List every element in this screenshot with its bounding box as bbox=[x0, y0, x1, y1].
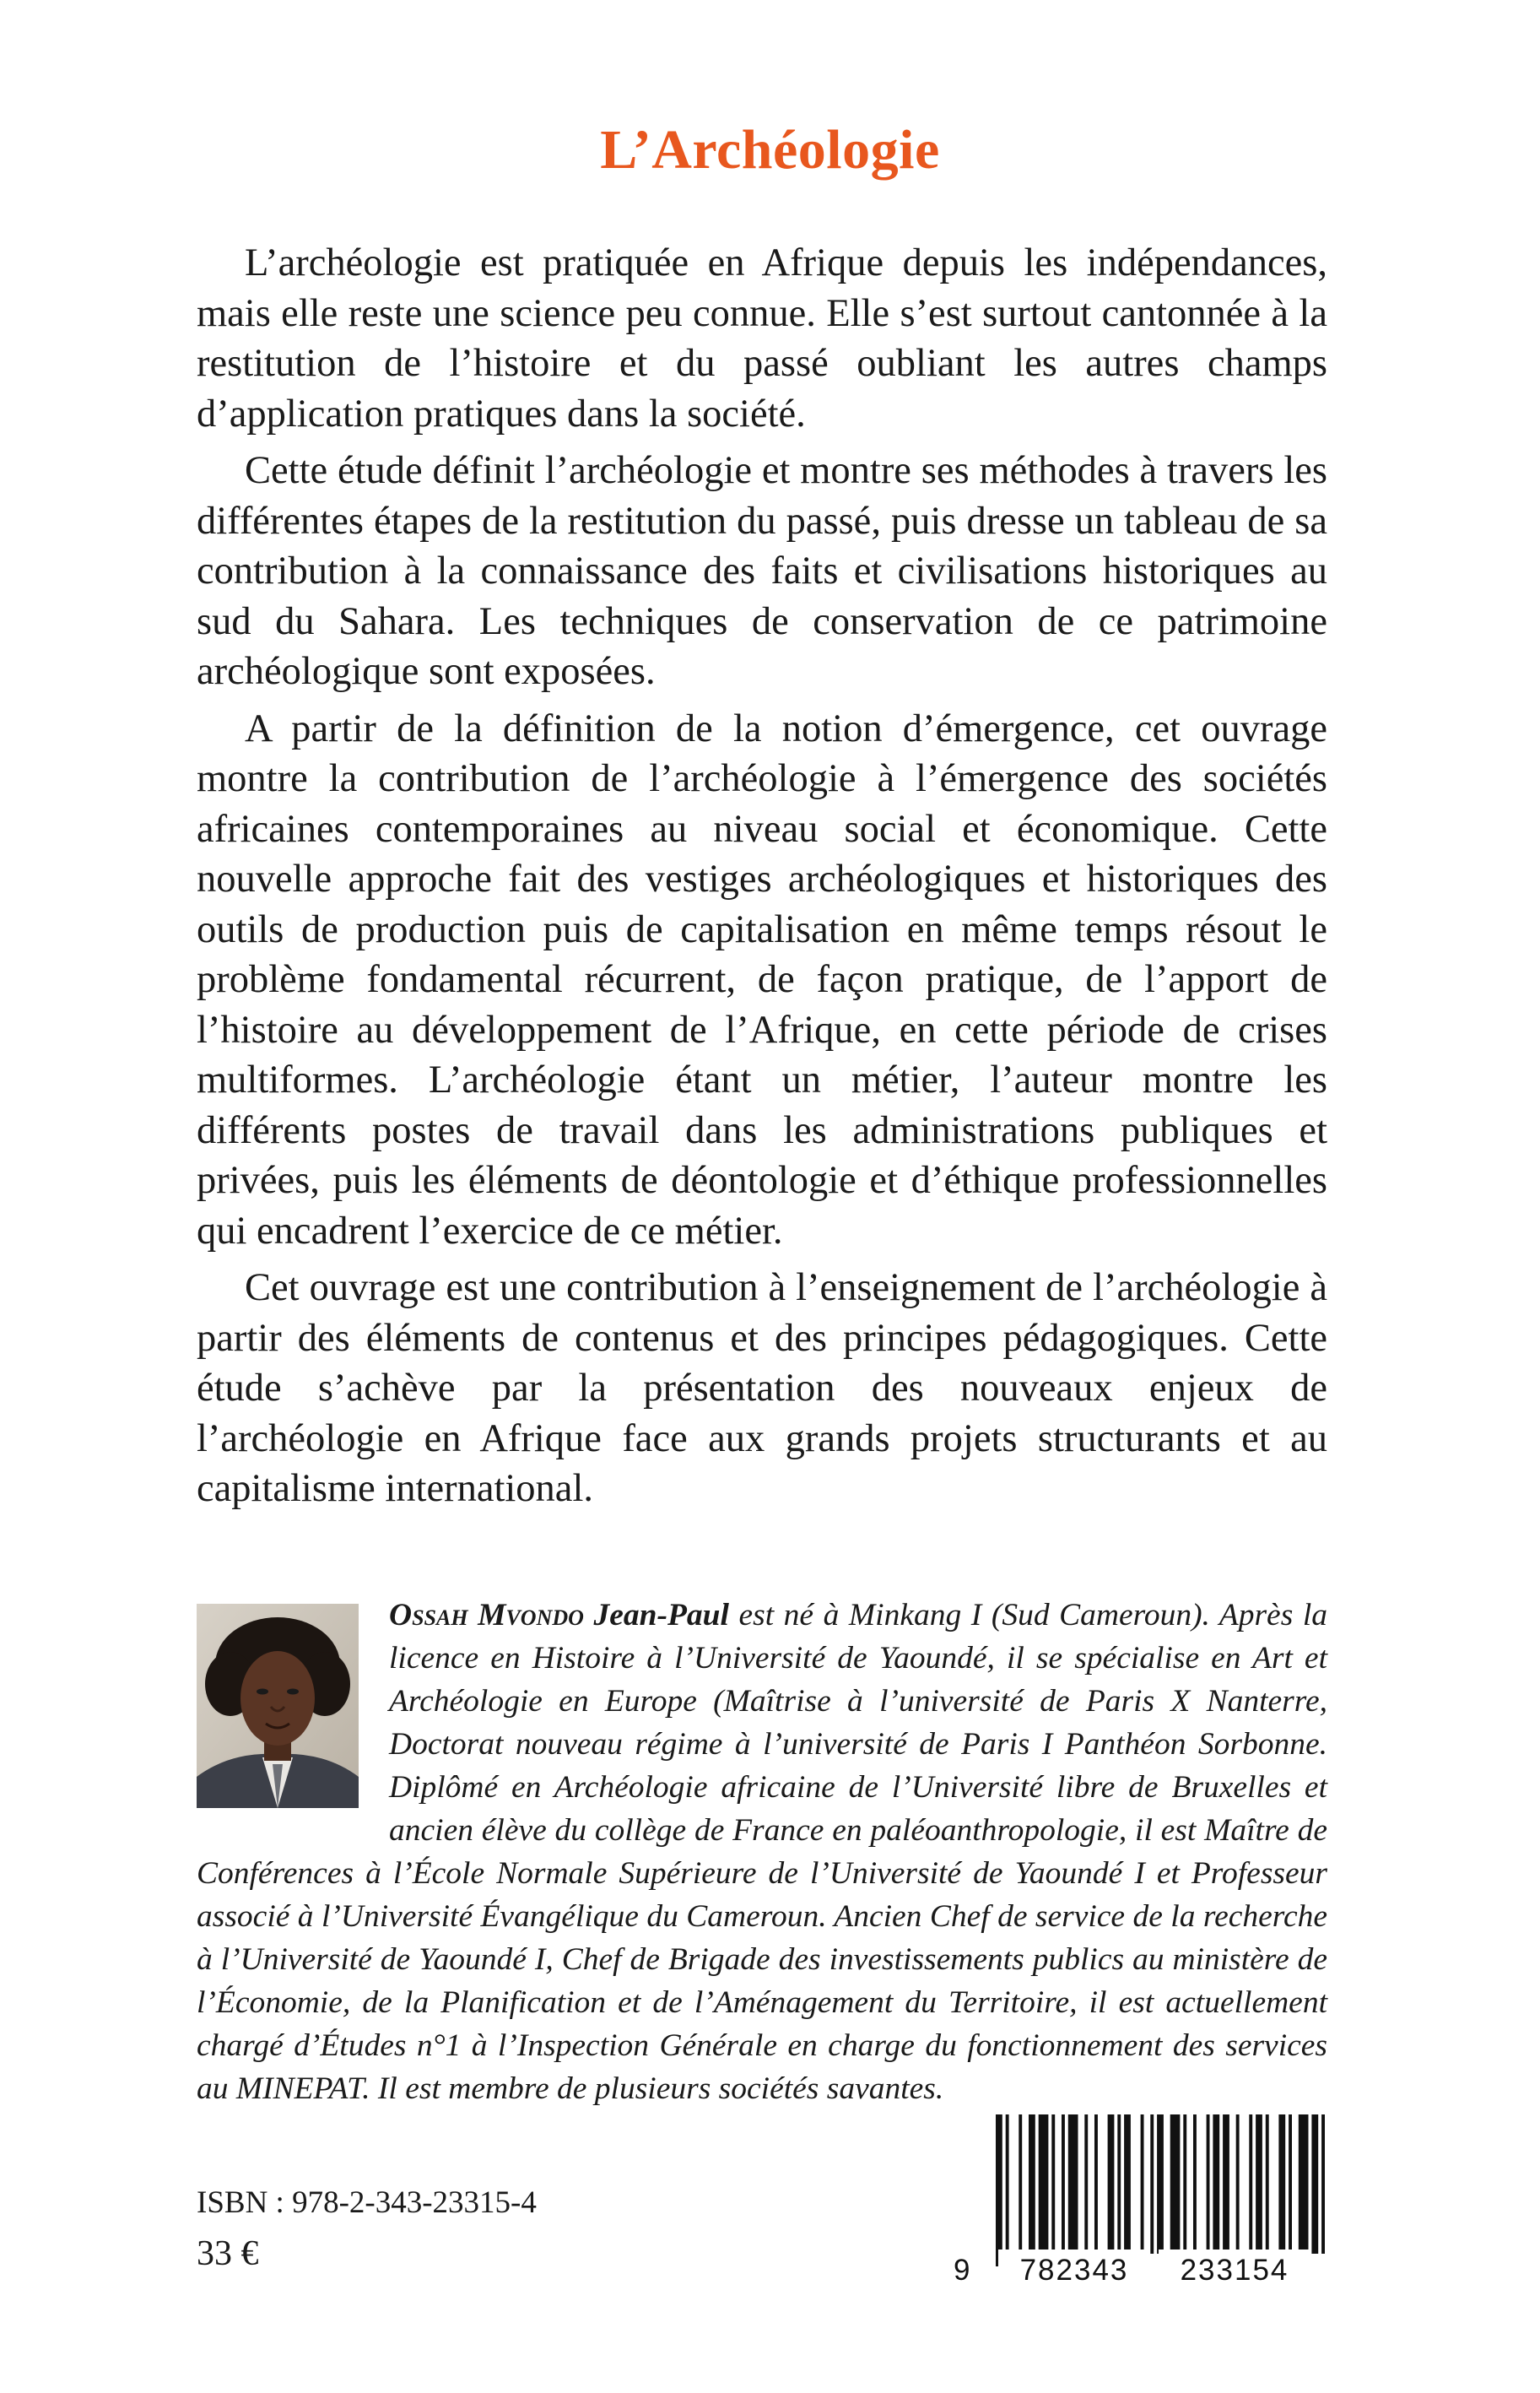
barcode-bar bbox=[1019, 2114, 1022, 2254]
barcode-bar bbox=[1039, 2114, 1049, 2254]
isbn: ISBN : 978-2-343-23315-4 bbox=[197, 2185, 537, 2220]
barcode-bar bbox=[996, 2114, 1002, 2266]
barcode-bar bbox=[1311, 2114, 1318, 2254]
barcode-lead-digit: 9 bbox=[954, 2254, 972, 2287]
barcode-bar bbox=[1213, 2114, 1219, 2266]
barcode-bar bbox=[1223, 2114, 1229, 2254]
barcode-bar bbox=[1183, 2114, 1186, 2254]
barcode-bar bbox=[1094, 2114, 1098, 2254]
barcode-bar bbox=[1124, 2114, 1131, 2254]
blurb-paragraph: Cet ouvrage est une contribution à l’enseignement de l’archéologie à partir des éléments de contenus et des principes pédagogiques. Cette étude s’achève par la présentation des nouveaux enjeux de l’archéologie en Afrique face aux grands projets structurants et au capitalisme international. bbox=[197, 1266, 1327, 1510]
author-first-name: Jean-Paul bbox=[593, 1598, 729, 1632]
barcode-bar bbox=[1236, 2114, 1240, 2254]
barcode-bar bbox=[1266, 2114, 1269, 2254]
barcode-group-1: 782343 bbox=[998, 2250, 1150, 2292]
barcode-bar bbox=[1289, 2114, 1292, 2254]
price: 33 € bbox=[197, 2234, 259, 2273]
barcode-digits bbox=[952, 2250, 1336, 2292]
blurb-paragraph: L’archéologie est pratiquée en Afrique depuis les indépendances, mais elle reste une science peu connue. Elle s’est surtout cantonnée à la restitution de l’histoire et du passé oubliant les autres champs d’application pratiques dans la société. bbox=[197, 241, 1327, 436]
barcode-bar bbox=[1084, 2114, 1088, 2254]
barcode-bar bbox=[1193, 2114, 1197, 2254]
back-cover-blurb bbox=[197, 238, 1327, 1521]
barcode bbox=[952, 2114, 1336, 2292]
barcode-bar bbox=[1157, 2114, 1164, 2254]
barcode-bar bbox=[1249, 2114, 1252, 2254]
barcode-bar bbox=[1006, 2114, 1009, 2266]
barcode-bar bbox=[1278, 2114, 1285, 2254]
barcode-bars bbox=[952, 2114, 1336, 2266]
book-title: L’Archéologie bbox=[600, 119, 940, 181]
barcode-bar bbox=[1150, 2114, 1154, 2254]
blurb-paragraph: A partir de la définition de la notion d’émergence, cet ouvrage montre la contribution de l’archéologie à l’émergence des sociétés africaines contemporaines au niveau social et économique. Cette nouvelle approche fait des vestiges archéologiques et historiques des outils de production puis de capitalisation en même temps résout le problème fondamental récurrent, de façon pratique, de l’apport de l’histoire au développement de l’Afrique, en cette période de crises multiformes. L’archéologie étant un métier, l’auteur montre les différents postes de travail dans les administrations publiques et privées, puis les éléments de déontologie et d’éthique professionnelles qui encadrent l’exercice de ce métier. bbox=[197, 707, 1327, 1253]
barcode-group-2: 233154 bbox=[1159, 2250, 1310, 2292]
barcode-bar bbox=[1062, 2114, 1065, 2254]
barcode-bar bbox=[1256, 2114, 1262, 2254]
barcode-bar bbox=[1029, 2114, 1035, 2254]
barcode-bar bbox=[1068, 2114, 1078, 2254]
barcode-bar bbox=[1321, 2114, 1325, 2254]
barcode-bar bbox=[1051, 2114, 1055, 2254]
barcode-bar bbox=[1207, 2114, 1210, 2254]
author-bio-text: est né à Minkang I (Sud Cameroun). Après la licence en Histoire à l’Université de Yaoundé, il se spécialise en Art et Archéologie en Europe (Maîtrise à l’université de Paris X Nanterre, Doctorat nouveau régime à l’université de Paris I Panthéon Sorbonne. Diplômé en Archéologie africaine de l’Université libre de Bruxelles et ancien élève du collège de France en paléoanthropologie, il est Maître de Conférences à l’École Normale Supérieure de l’Université de Yaoundé I et Professeur associé à l’Université Évangélique du Cameroun. Ancien Chef de service de la recherche à l’Université de Yaoundé I, Chef de Brigade des investissements publics au ministère de l’Économie, de la Planification et de l’Aménagement du Territoire, il est actuellement chargé d’Études n°1 à l’Inspection Générale en charge du fonctionnement des services au MINEPAT. Il est membre de plusieurs sociétés savantes. bbox=[197, 1598, 1328, 2106]
portrait-spacer bbox=[197, 1594, 389, 1835]
barcode-bar bbox=[1299, 2114, 1309, 2254]
barcode-bar bbox=[1117, 2114, 1121, 2254]
author-surname: Ossah Mvondo bbox=[389, 1598, 584, 1632]
blurb-paragraph: Cette étude définit l’archéologie et montre ses méthodes à travers les différentes étapes de la restitution du passé, puis dresse un tableau de sa contribution à la connaissance des faits et civilisations historiques au sud du Sahara. Les techniques de conservation de ce patrimoine archéologique sont exposées. bbox=[197, 449, 1327, 693]
barcode-bar bbox=[1108, 2114, 1115, 2254]
barcode-bar bbox=[1170, 2114, 1181, 2254]
author-biography bbox=[197, 1594, 1327, 2110]
barcode-bar bbox=[1141, 2114, 1144, 2254]
